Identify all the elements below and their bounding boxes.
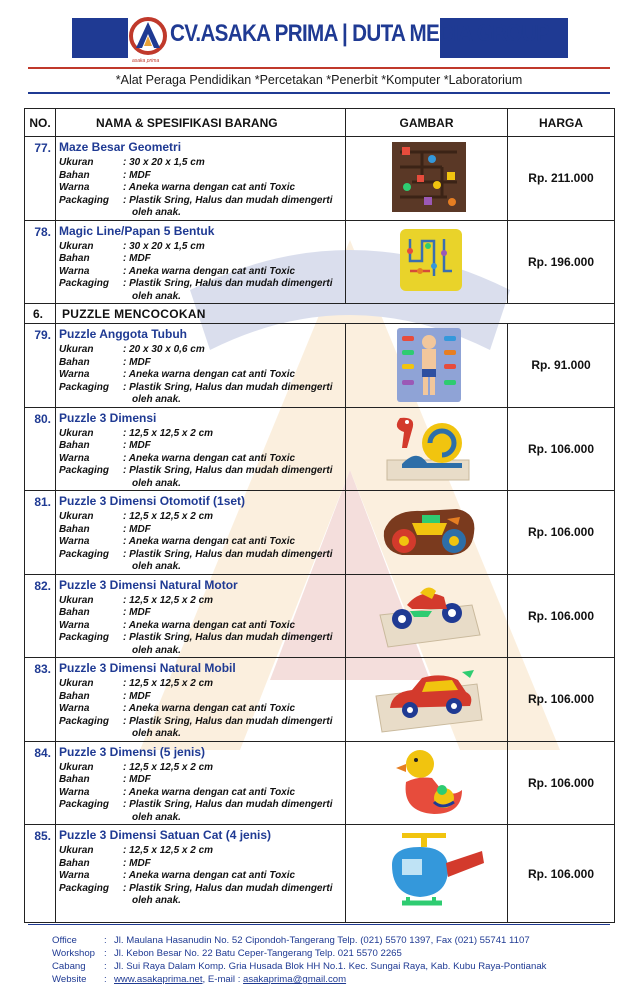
table-row <box>25 825 615 923</box>
table-row <box>25 324 615 408</box>
item-name: Puzzle 3 Dimensi <box>59 410 157 425</box>
item-name: Maze Besar Geometri <box>59 140 182 154</box>
item-name: Puzzle 3 Dimensi Satuan Cat (4 jenis) <box>59 828 272 842</box>
table-row <box>25 741 615 825</box>
label-ukuran: Ukuran <box>59 845 94 856</box>
separator: : <box>104 948 107 959</box>
duck-puzzle-icon <box>362 742 492 822</box>
value-warna: : Aneka warna dengan cat anti Toxic <box>123 182 296 193</box>
label-packaging: Packaging <box>59 381 110 393</box>
label-ukuran: Ukuran <box>59 157 94 168</box>
section-title: PUZZLE MENCOCOKAN <box>56 304 615 324</box>
body-puzzle-icon <box>362 324 492 404</box>
item-name: Puzzle 3 Dimensi Natural Motor <box>59 577 238 592</box>
value-ukuran: : 12,5 x 12,5 x 2 cm <box>123 594 214 606</box>
separator: : <box>104 935 107 946</box>
label-packaging: Packaging <box>59 278 110 289</box>
value-packaging-cont: oleh anak. <box>132 561 181 572</box>
email-prefix: , E-mail : <box>202 974 244 985</box>
value-packaging: : Plastik Sring, Halus dan mudah dimengerti <box>123 882 333 894</box>
footer-divider <box>28 924 610 925</box>
value-bahan: : MDF <box>123 523 151 535</box>
label-bahan: Bahan <box>59 356 90 368</box>
item-price: Rp. 106.000 <box>508 407 615 491</box>
item-spec <box>56 825 346 923</box>
label-warna: Warna <box>59 536 90 547</box>
label-packaging: Packaging <box>59 799 110 810</box>
label-packaging: Packaging <box>59 715 110 727</box>
car-puzzle-icon <box>362 658 492 738</box>
email-link[interactable]: asakaprima@gmail.com <box>243 974 347 985</box>
motor-tray-puzzle-icon <box>362 575 492 655</box>
item-number: 80. <box>25 407 56 491</box>
value-ukuran: : 30 x 20 x 1,5 cm <box>123 157 205 168</box>
col-header-image: GAMBAR <box>346 109 508 137</box>
value-warna: : Aneka warna dengan cat anti Toxic <box>123 870 296 881</box>
item-price: Rp. 106.000 <box>508 658 615 742</box>
value-packaging-cont: oleh anak. <box>132 811 181 823</box>
label-packaging: Packaging <box>59 882 110 894</box>
col-header-no: NO. <box>25 109 56 137</box>
table-row <box>25 491 615 575</box>
brand-name: CV.ASAKA PRIMA | DUTA MEDIA GROUP <box>170 20 550 47</box>
asaka-logo-icon <box>128 14 168 64</box>
item-number: 82. <box>25 574 56 658</box>
section-number: 6. <box>25 304 56 324</box>
value-packaging: : Plastik Sring, Halus dan mudah dimengerti <box>123 632 333 643</box>
value-bahan: : MDF <box>123 169 151 181</box>
separator: : <box>104 961 107 972</box>
website-label: Website <box>52 974 87 985</box>
value-packaging: : Plastik Sring, Halus dan mudah dimengerti <box>123 278 333 289</box>
item-price: Rp. 196.000 <box>508 220 615 304</box>
value-packaging-cont: oleh anak. <box>132 290 181 302</box>
table-row <box>25 574 615 658</box>
table-row <box>25 658 615 742</box>
value-ukuran: : 12,5 x 12,5 x 2 cm <box>123 511 214 522</box>
value-ukuran: : 12,5 x 12,5 x 2 cm <box>123 761 214 773</box>
value-packaging: : Plastik Sring, Halus dan mudah dimengerti <box>123 381 333 393</box>
table-header-row <box>25 109 615 137</box>
value-packaging-cont: oleh anak. <box>132 477 181 489</box>
item-spec <box>56 137 346 221</box>
magic-line-icon <box>362 221 492 301</box>
col-header-price: HARGA <box>508 109 615 137</box>
label-warna: Warna <box>59 452 90 464</box>
label-ukuran: Ukuran <box>59 427 94 439</box>
maze-geometry-icon <box>362 137 492 217</box>
value-packaging: : Plastik Sring, Halus dan mudah dimengerti <box>123 548 333 560</box>
label-warna: Warna <box>59 369 90 380</box>
item-name: Puzzle 3 Dimensi (5 jenis) <box>59 744 206 759</box>
item-spec <box>56 324 346 408</box>
item-number: 78. <box>25 220 56 304</box>
logo-subtext: asaka prima <box>132 58 160 64</box>
value-ukuran: : 12,5 x 12,5 x 2 cm <box>123 845 214 856</box>
label-ukuran: Ukuran <box>59 344 94 355</box>
value-packaging: : Plastik Sring, Halus dan mudah dimengerti <box>123 465 333 476</box>
item-image <box>346 407 508 491</box>
label-ukuran: Ukuran <box>59 678 94 689</box>
item-price: Rp. 106.000 <box>508 825 615 923</box>
cabang-label: Cabang <box>52 961 86 972</box>
snail-puzzle-icon <box>362 408 492 488</box>
value-packaging: : Plastik Sring, Halus dan mudah dimengerti <box>123 799 333 810</box>
item-number: 77. <box>25 137 56 221</box>
item-name: Puzzle 3 Dimensi Natural Mobil <box>59 661 236 675</box>
helicopter-puzzle-icon <box>362 825 492 921</box>
table-row <box>25 137 615 221</box>
separator: : <box>104 974 107 985</box>
header-divider-red <box>28 67 610 69</box>
contact-info <box>52 934 546 986</box>
label-bahan: Bahan <box>59 440 90 451</box>
cabang-address: Jl. Sui Raya Dalam Komp. Gria Husada Blok HH No.1. Kec. Sungai Raya, Kab. Kubu Raya-Pontianak <box>114 961 547 972</box>
value-ukuran: : 12,5 x 12,5 x 2 cm <box>123 427 214 439</box>
value-bahan: : MDF <box>123 857 151 869</box>
price-table <box>24 108 615 923</box>
item-image <box>346 658 508 742</box>
item-image <box>346 491 508 575</box>
item-spec <box>56 220 346 304</box>
workshop-label: Workshop <box>52 948 96 959</box>
label-bahan: Bahan <box>59 857 90 869</box>
workshop-address: Jl. Kebon Besar No. 22 Batu Ceper-Tangerang Telp. 021 5570 2265 <box>114 948 402 959</box>
item-spec <box>56 491 346 575</box>
office-label: Office <box>52 935 77 946</box>
item-image <box>346 741 508 825</box>
label-warna: Warna <box>59 619 90 631</box>
value-warna: : Aneka warna dengan cat anti Toxic <box>123 703 296 714</box>
item-number: 81. <box>25 491 56 575</box>
item-number: 85. <box>25 825 56 923</box>
item-image <box>346 220 508 304</box>
label-packaging: Packaging <box>59 548 110 560</box>
label-ukuran: Ukuran <box>59 511 94 522</box>
value-packaging-cont: oleh anak. <box>132 394 181 405</box>
label-bahan: Bahan <box>59 523 90 535</box>
value-warna: : Aneka warna dengan cat anti Toxic <box>123 786 296 798</box>
table-row <box>25 407 615 491</box>
item-spec <box>56 741 346 825</box>
label-warna: Warna <box>59 265 90 277</box>
label-warna: Warna <box>59 703 90 714</box>
label-packaging: Packaging <box>59 194 110 206</box>
office-address: Jl. Maulana Hasanudin No. 52 Cipondoh-Tangerang Telp. (021) 5570 1397, Fax (021) 55741 1107 <box>114 935 530 946</box>
label-warna: Warna <box>59 870 90 881</box>
value-warna: : Aneka warna dengan cat anti Toxic <box>123 619 296 631</box>
label-bahan: Bahan <box>59 253 90 264</box>
item-image <box>346 825 508 923</box>
label-packaging: Packaging <box>59 465 110 476</box>
item-price: Rp. 106.000 <box>508 491 615 575</box>
label-bahan: Bahan <box>59 607 90 618</box>
value-warna: : Aneka warna dengan cat anti Toxic <box>123 265 296 277</box>
table-row <box>25 220 615 304</box>
value-warna: : Aneka warna dengan cat anti Toxic <box>123 369 296 380</box>
value-packaging-cont: oleh anak. <box>132 728 181 739</box>
header-band-left <box>72 18 128 58</box>
page-header <box>0 0 638 100</box>
value-packaging-cont: oleh anak. <box>132 895 181 906</box>
label-bahan: Bahan <box>59 169 90 181</box>
value-ukuran: : 20 x 30 x 0,6 cm <box>123 344 205 355</box>
value-bahan: : MDF <box>123 253 151 264</box>
value-packaging: : Plastik Sring, Halus dan mudah dimengerti <box>123 715 333 727</box>
value-warna: : Aneka warna dengan cat anti Toxic <box>123 452 296 464</box>
item-image <box>346 574 508 658</box>
header-divider-blue <box>28 92 610 94</box>
value-bahan: : MDF <box>123 356 151 368</box>
label-ukuran: Ukuran <box>59 761 94 773</box>
item-image <box>346 137 508 221</box>
item-number: 84. <box>25 741 56 825</box>
label-bahan: Bahan <box>59 690 90 702</box>
label-bahan: Bahan <box>59 774 90 785</box>
section-row <box>25 304 615 324</box>
label-packaging: Packaging <box>59 632 110 643</box>
item-price: Rp. 91.000 <box>508 324 615 408</box>
value-warna: : Aneka warna dengan cat anti Toxic <box>123 536 296 547</box>
value-bahan: : MDF <box>123 774 151 785</box>
label-warna: Warna <box>59 182 90 193</box>
item-price: Rp. 106.000 <box>508 741 615 825</box>
label-ukuran: Ukuran <box>59 594 94 606</box>
value-ukuran: : 12,5 x 12,5 x 2 cm <box>123 678 214 689</box>
value-packaging-cont: oleh anak. <box>132 644 181 656</box>
item-name: Puzzle 3 Dimensi Otomotif (1set) <box>59 494 246 508</box>
value-bahan: : MDF <box>123 440 151 451</box>
value-packaging: : Plastik Sring, Halus dan mudah dimengerti <box>123 194 333 206</box>
website-link[interactable]: www.asakaprima.net <box>114 974 203 985</box>
label-ukuran: Ukuran <box>59 240 94 252</box>
item-number: 79. <box>25 324 56 408</box>
item-spec <box>56 407 346 491</box>
col-header-spec: NAMA & SPESIFIKASI BARANG <box>56 109 346 137</box>
item-number: 83. <box>25 658 56 742</box>
tagline: *Alat Peraga Pendidikan *Percetakan *Penerbit *Komputer *Laboratorium <box>115 73 523 87</box>
price-list <box>24 108 614 923</box>
item-image <box>346 324 508 408</box>
label-warna: Warna <box>59 786 90 798</box>
item-name: Magic Line/Papan 5 Bentuk <box>59 223 215 238</box>
value-bahan: : MDF <box>123 607 151 618</box>
item-spec <box>56 574 346 658</box>
item-spec <box>56 658 346 742</box>
value-packaging-cont: oleh anak. <box>132 207 181 218</box>
item-price: Rp. 106.000 <box>508 574 615 658</box>
motorbike-puzzle-icon <box>362 491 492 571</box>
item-name: Puzzle Anggota Tubuh <box>59 327 187 341</box>
value-ukuran: : 30 x 20 x 1,5 cm <box>123 240 205 252</box>
item-price: Rp. 211.000 <box>508 137 615 221</box>
value-bahan: : MDF <box>123 690 151 702</box>
